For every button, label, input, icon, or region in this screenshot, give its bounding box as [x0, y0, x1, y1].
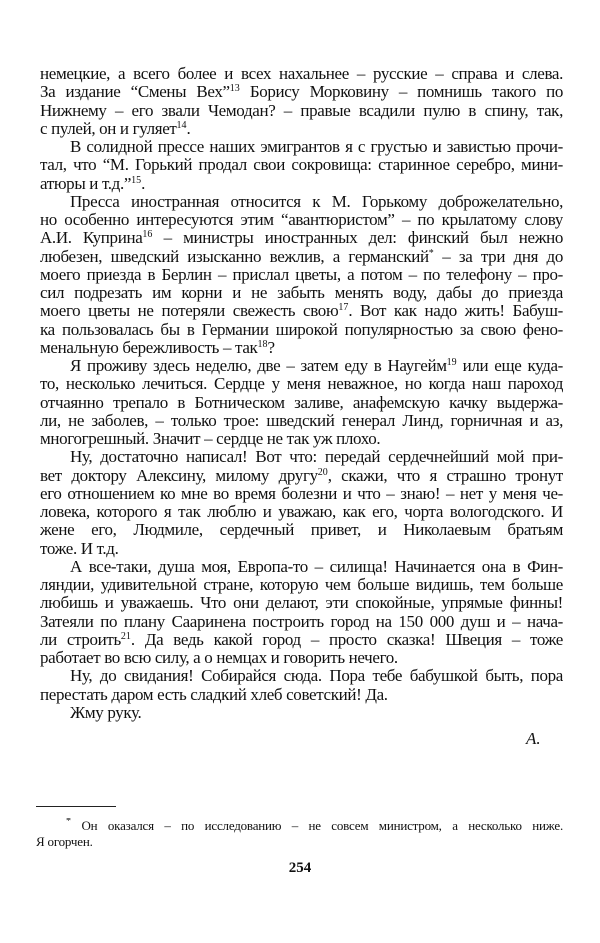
footnote-reference: 15: [131, 174, 142, 186]
paragraph: [40, 357, 563, 448]
text-line: В солидной прессе наших эмигрантов я с грустью и завистью прочи-: [70, 138, 563, 156]
signature: А.: [526, 729, 541, 748]
footnote-reference: 19: [446, 357, 457, 368]
text-line: Я проживу здесь неделю, две – затем еду в Наугейм$^{19}$ или еще куда-: [70, 357, 563, 375]
footnote-marker: *: [66, 818, 71, 827]
paragraph: [40, 558, 563, 668]
text-line: Нижнему – его звали Чемодан? – правые всадили пулю в спину, так,: [40, 101, 563, 120]
text-line: ловека, которого я так люблю и уважаю, как его, чорта вологодского. И: [40, 503, 563, 521]
footnote-reference: *: [428, 247, 434, 259]
footnote-separator: [36, 806, 116, 807]
paragraph: [40, 667, 563, 704]
text-line: ли строить$^{21}$. Да ведь какой город – просто сказка! Швеция – тоже: [40, 630, 563, 649]
text-line: отчаянно трепало в Ботническом заливе, анафемскую качку выдержа-: [40, 393, 563, 412]
text-line: любишь и уважаешь. Что они делают, эти спокойные, упрямые финны!: [40, 594, 563, 613]
paragraph: [40, 704, 563, 722]
text-line: сил подрезать им корни и не забыть менять воду, дабы до приезда: [40, 284, 563, 302]
text-line: атюры и т.д.”$^{15}$.: [40, 174, 145, 193]
text-line: ка пользовалась бы в Германии широкой популярностью за свою фено-: [40, 320, 563, 339]
text-line: Ну, до свидания! Собирайся сюда. Пора тебе бабушкой быть, пора: [70, 667, 563, 686]
text-line: менальную бережливость – так$^{18}$?: [40, 338, 275, 357]
text-line: перестать даром есть сладкий хлеб советский! Да.: [40, 685, 388, 704]
text-line: то, несколько лечиться. Сердце у меня неважное, но когда наш пароход: [40, 375, 563, 394]
footnote-reference: 13: [229, 83, 240, 95]
text-line: А.И. Куприна$^{16}$ – министры иностранных дел: финский был нежно: [40, 229, 563, 248]
footnote-line-1: * Он оказался – по исследованию – не совсем министром, а несколько ниже.: [66, 818, 563, 833]
text-line: многогрешный. Значит – сердце не так уж плохо.: [40, 430, 381, 448]
paragraph: [40, 65, 563, 138]
text-line: любезен, шведский изысканно вежлив, а германский* – за три дня до: [40, 247, 563, 266]
text-line: работает во всю силу, а о немцах и говорить нечего.: [40, 649, 398, 667]
footnote-reference: 17: [338, 302, 349, 314]
text-line: моего приезда в Берлин – прислал цветы, а потом – по телефону – про-: [40, 265, 563, 284]
text-line: с пулей, он и гуляет$^{14}$.: [40, 119, 191, 138]
text-line: жене его, Людмиле, сердечный привет, и Николаевым братьям: [40, 521, 563, 540]
text-line: его отношением ко мне во время болезни и что – знаю! – нет у меня че-: [40, 484, 563, 503]
text-line: Ну, достаточно написал! Вот что: передай сердечнейший мой при-: [70, 448, 563, 467]
page-number: 254: [288, 860, 312, 876]
footnote-line-2: Я огорчен.: [36, 834, 93, 849]
letter-body: [40, 65, 563, 722]
text-line: вет доктору Алексину, милому другу$^{20}$, скажи, что я страшно тронут: [40, 466, 563, 485]
text-line: моего цветы не потеряли свежесть свою$^{17}$. Вот как надо жить! Бабуш-: [40, 302, 563, 321]
text-line: Жму руку.: [70, 703, 142, 722]
footnote-reference: 16: [142, 229, 153, 241]
text-line: тал, что “М. Горький продал свои сокровища: старинное серебро, мини-: [40, 156, 563, 175]
text-line: За издание “Смены Вех”$^{13}$ Борису Морковину – помнишь такого по: [40, 83, 563, 102]
text-line: Пресса иностранная относится к М. Горькому доброжелательно,: [70, 192, 563, 211]
text-line: немецкие, а всего более и всех нахальнее – русские – справа и слева.: [40, 65, 563, 83]
footnote-reference: 20: [317, 466, 328, 478]
text-line: ляндии, удивительной стране, которую чем больше видишь, тем больше: [40, 576, 563, 594]
text-line: А все-таки, душа моя, Европа-то – силища! Начинается она в Фин-: [70, 557, 563, 576]
text-line: ли, не заболев, – только трое: шведский генерал Линд, горничная и аз,: [40, 411, 563, 430]
text-line: тоже. И т.д.: [40, 539, 119, 558]
text-line: но особенно интересуются этим “авантюристом” – по крылатому слову: [40, 211, 563, 229]
footnote-reference: 21: [120, 630, 131, 642]
paragraph: [40, 138, 563, 193]
paragraph: [40, 448, 563, 558]
text-line: Затеяли по плану Сааринена построить город на 150 000 душ и – нача-: [40, 612, 563, 631]
paragraph: [40, 193, 563, 357]
footnote-reference: 14: [176, 119, 187, 131]
footnote-reference: 18: [257, 338, 268, 350]
footnote: [36, 818, 563, 850]
